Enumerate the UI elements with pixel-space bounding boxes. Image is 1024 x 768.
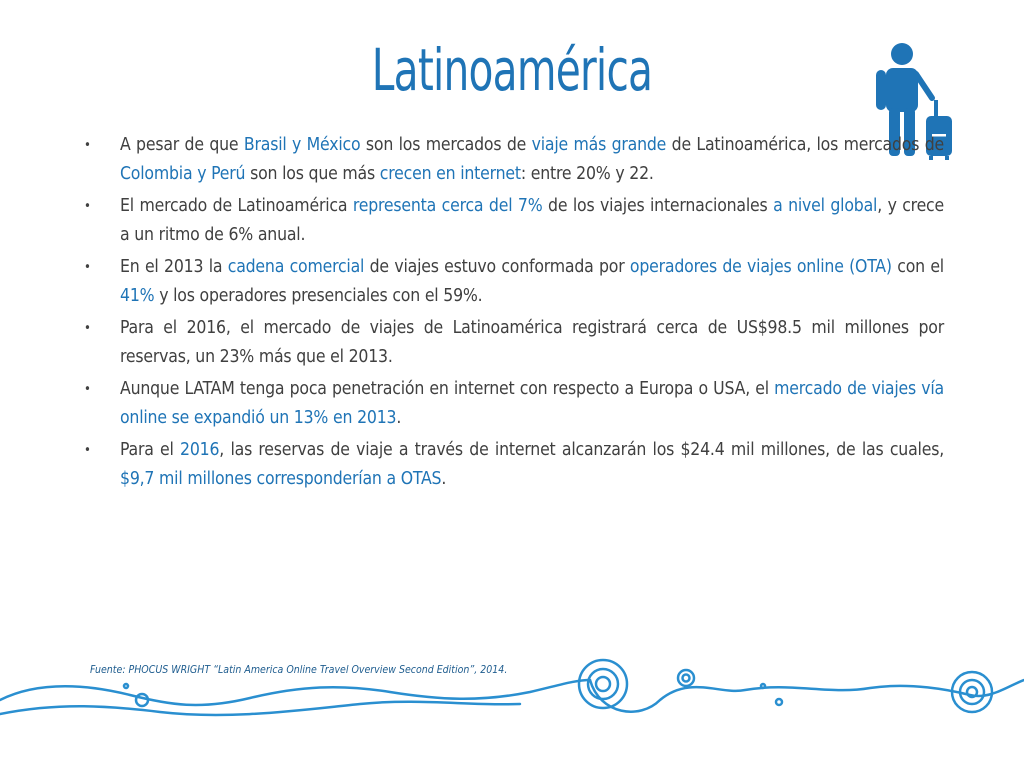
bullet-item <box>84 192 944 250</box>
bullet-text: son los mercados de <box>360 135 532 155</box>
bullet-marker: • <box>84 199 91 214</box>
bullet-text: son los que más <box>245 164 380 184</box>
bullet-text: con el <box>891 257 944 277</box>
highlighted-text: Colombia y Perú <box>120 164 246 184</box>
bullet-text: El mercado de Latinoamérica <box>120 196 353 216</box>
bullet-marker: • <box>84 138 91 153</box>
slide-title: Latinoamérica <box>371 36 653 104</box>
bullet-marker: • <box>84 443 91 458</box>
bullet-text: y los operadores presenciales con el 59%. <box>154 286 483 306</box>
bullet-text: , y crece a un ritmo de 6% anual. <box>120 196 945 245</box>
highlighted-text: mercado de viajes vía online se expandió un 13% en 2013 <box>120 379 945 428</box>
bullet-item <box>84 131 944 189</box>
highlighted-text: Brasil y México <box>243 135 361 155</box>
bullet-text: A pesar de que <box>120 135 244 155</box>
bullet-text: , las reservas de viaje a través de internet alcanzarán los $24.4 mil millones, de las cuales, <box>219 440 944 460</box>
highlighted-text: cadena comercial <box>227 257 365 277</box>
highlighted-text: $9,7 mil millones corresponderían a OTAS <box>120 469 442 489</box>
highlighted-text: 41% <box>120 286 155 306</box>
highlighted-text: crecen en internet <box>379 164 521 184</box>
bullet-text: de viajes estuvo conformada por <box>364 257 630 277</box>
bullet-item <box>84 375 944 433</box>
bullet-text: Aunque LATAM tenga poca penetración en internet con respecto a Europa o USA, el <box>120 379 775 399</box>
source-citation: Fuente: PHOCUS WRIGHT “Latin America Online Travel Overview Second Edition”, 2014. <box>90 664 508 676</box>
bullet-text: . <box>441 469 447 489</box>
bullet-text: de los viajes internacionales <box>542 196 774 216</box>
highlighted-text: a nivel global <box>773 196 878 216</box>
swirl-wave-decoration <box>0 640 1024 768</box>
bullet-item <box>84 436 944 494</box>
bullet-list <box>84 131 944 497</box>
highlighted-text: operadores de viajes online (OTA) <box>629 257 892 277</box>
bullet-item <box>84 253 944 311</box>
bullet-marker: • <box>84 382 91 397</box>
bullet-text: Para el 2016, el mercado de viajes de Latinoamérica registrará cerca de US$98.5 mil millones por reservas, un 23% más que el 2013. <box>120 318 944 367</box>
bullet-text: En el 2013 la <box>120 257 228 277</box>
bullet-text: . <box>396 408 402 428</box>
highlighted-text: 2016 <box>180 440 220 460</box>
bullet-item <box>84 314 944 372</box>
bullet-text: : entre 20% y 22. <box>520 164 654 184</box>
bullet-text: de Latinoamérica, los mercados de <box>666 135 945 155</box>
bullet-text: Para el <box>120 440 181 460</box>
bullet-marker: • <box>84 321 91 336</box>
bullet-marker: • <box>84 260 91 275</box>
highlighted-text: representa cerca del 7% <box>352 196 543 216</box>
highlighted-text: viaje más grande <box>531 135 667 155</box>
